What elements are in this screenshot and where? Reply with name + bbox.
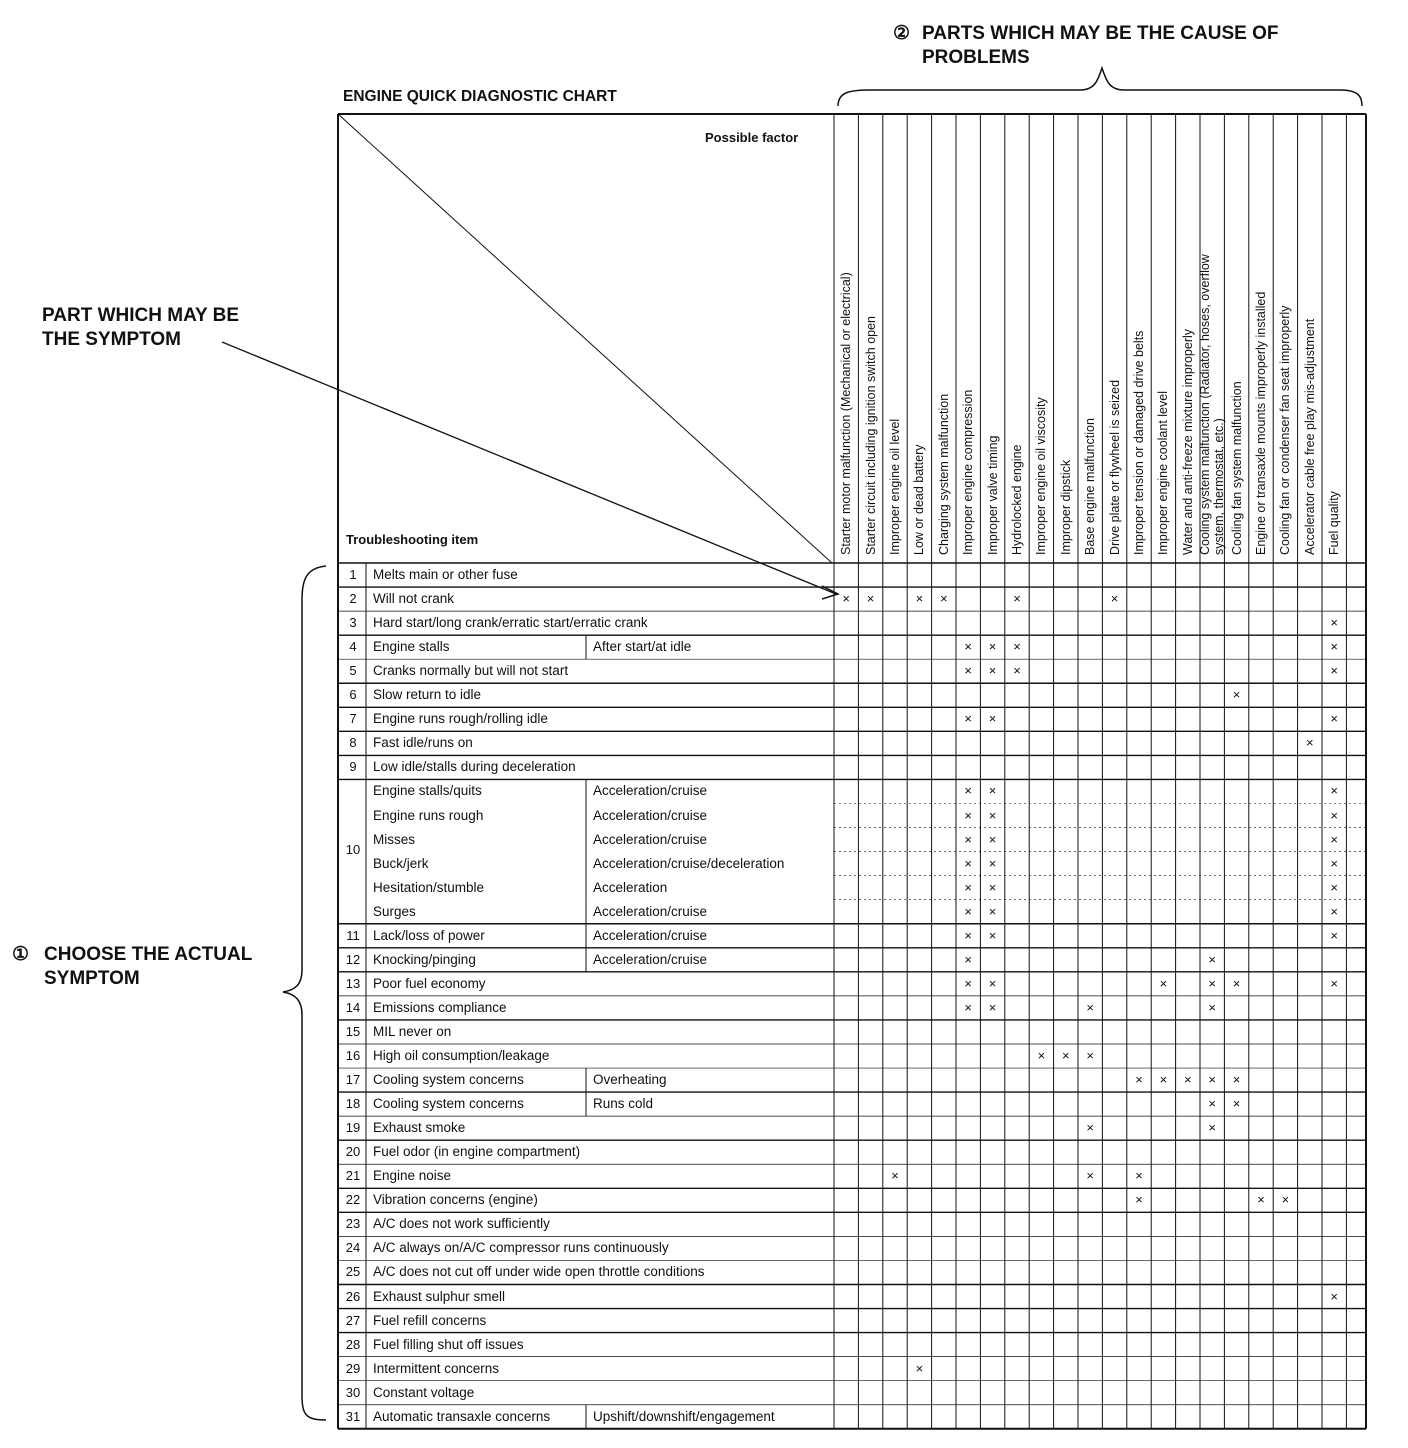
symptom-text: Constant voltage <box>373 1384 475 1400</box>
possible-factor-label: Possible factor <box>705 130 799 145</box>
cause-mark: × <box>1232 1072 1241 1088</box>
cause-mark: × <box>964 999 972 1015</box>
cause-mark: × <box>1330 663 1338 679</box>
cause-mark: × <box>1208 1072 1216 1088</box>
symptom-text: Slow return to idle <box>373 687 482 703</box>
cause-mark: × <box>1281 1192 1290 1208</box>
cause-mark: × <box>915 1360 924 1376</box>
symptom-text: Melts main or other fuse <box>373 567 518 582</box>
row-number: 9 <box>349 759 357 775</box>
factor-header: Charging system malfunction <box>936 393 951 555</box>
cause-mark: × <box>1159 975 1168 991</box>
cause-mark: × <box>940 591 948 607</box>
row-number: 30 <box>345 1384 361 1400</box>
row-number: 27 <box>345 1312 361 1328</box>
symptom-text: Vibration concerns (engine) <box>373 1192 538 1208</box>
row-number: 10 <box>345 841 361 857</box>
cause-mark: × <box>1208 999 1216 1015</box>
cause-mark: × <box>988 807 997 823</box>
symptom-text: MIL never on <box>373 1023 452 1039</box>
symptom-text: Engine stalls/quits <box>373 783 482 799</box>
factor-header: Cooling fan or condenser fan seat improperly <box>1278 305 1293 555</box>
row-number: 16 <box>345 1048 361 1063</box>
symptom-text: Engine noise <box>373 1168 452 1184</box>
symptom-text: Engine stalls <box>373 639 450 655</box>
factor-header: Improper tension or damaged drive belts <box>1132 330 1146 555</box>
factor-header: Starter motor malfunction (Mechanical or electrical) <box>839 272 854 555</box>
condition-text: Acceleration/cruise <box>593 831 708 847</box>
symptom-text: Intermittent concerns <box>373 1360 500 1376</box>
cause-mark: × <box>1013 639 1021 655</box>
symptom-text: Cranks normally but will not start <box>373 663 569 679</box>
parts-cause-number: ② <box>893 23 911 44</box>
symptom-text: Emissions compliance <box>373 999 507 1015</box>
cause-mark: × <box>988 639 997 655</box>
symptom-brace <box>283 566 326 1420</box>
factor-header: Improper engine coolant level <box>1156 391 1171 555</box>
row-number: 15 <box>345 1023 361 1039</box>
factor-header: Base engine malfunction <box>1083 418 1098 555</box>
cause-mark: × <box>964 639 972 655</box>
factor-header: Low or dead battery <box>912 444 927 555</box>
symptom-text: Hesitation/stumble <box>373 879 485 895</box>
cause-mark: × <box>915 591 924 607</box>
row-number: 1 <box>349 567 357 582</box>
row-number: 5 <box>349 663 357 679</box>
cause-mark: × <box>1208 1120 1216 1136</box>
symptom-text: Exhaust smoke <box>373 1120 466 1136</box>
row-number: 14 <box>345 999 361 1015</box>
cause-mark: × <box>1135 1168 1143 1184</box>
part-symptom-label: PART WHICH MAY BE <box>42 305 240 326</box>
cause-mark: × <box>1037 1048 1046 1063</box>
cause-mark: × <box>1330 615 1338 631</box>
symptom-text: A/C does not cut off under wide open throttle conditions <box>373 1264 705 1280</box>
symptom-pointer-line <box>222 342 836 594</box>
row-number: 18 <box>345 1096 361 1112</box>
symptom-text: Will not crank <box>373 591 455 607</box>
row-number: 13 <box>345 975 361 991</box>
cause-mark: × <box>1013 663 1021 679</box>
condition-text: Acceleration/cruise <box>593 951 708 967</box>
cause-mark: × <box>1330 1288 1338 1304</box>
row-number: 26 <box>345 1288 361 1304</box>
symptom-text: Buck/jerk <box>373 855 429 871</box>
factor-header: Improper engine oil viscosity <box>1034 397 1049 555</box>
cause-mark: × <box>1086 1120 1094 1136</box>
factor-header: Engine or transaxle mounts improperly installed <box>1254 291 1268 555</box>
cause-mark: × <box>988 711 997 727</box>
factor-header: Fuel quality <box>1327 491 1342 555</box>
symptom-text: Poor fuel economy <box>373 975 486 991</box>
cause-mark: × <box>1208 1096 1216 1112</box>
row-number: 17 <box>345 1072 361 1088</box>
cause-mark: × <box>964 807 972 823</box>
symptom-text: Low idle/stalls during deceleration <box>373 759 576 775</box>
cause-mark: × <box>866 591 875 607</box>
factor-header: Improper engine compression <box>961 389 976 555</box>
symptom-text: Misses <box>373 831 416 847</box>
factor-header: Hydrolocked engine <box>1010 444 1024 555</box>
cause-mark: × <box>1184 1072 1192 1088</box>
factor-header: Improper valve timing <box>985 435 1000 555</box>
cause-mark: × <box>1330 711 1338 727</box>
symptom-text: Automatic transaxle concerns <box>373 1408 551 1424</box>
row-number: 28 <box>345 1336 361 1352</box>
factor-header: Water and anti-freeze mixture improperly <box>1180 328 1195 555</box>
cause-mark: × <box>1232 975 1241 991</box>
cause-mark: × <box>1062 1048 1070 1063</box>
parts-cause-label-2: PROBLEMS <box>922 47 1030 68</box>
row-number: 25 <box>345 1264 361 1280</box>
factor-header: Drive plate or flywheel is seized <box>1107 379 1122 555</box>
row-number: 23 <box>345 1216 361 1232</box>
chart-title: ENGINE QUICK DIAGNOSTIC CHART <box>343 88 617 105</box>
condition-text: Runs cold <box>593 1096 654 1112</box>
condition-text: Acceleration <box>593 879 668 895</box>
choose-symptom-label: CHOOSE THE ACTUAL <box>44 944 253 965</box>
cause-mark: × <box>1086 1168 1094 1184</box>
row-number: 2 <box>349 591 357 607</box>
cause-mark: × <box>964 783 972 799</box>
choose-symptom-label-2: SYMPTOM <box>44 968 140 989</box>
row-number: 11 <box>346 927 360 943</box>
symptom-text: A/C always on/A/C compressor runs continuously <box>373 1240 669 1256</box>
cause-mark: × <box>1330 903 1338 919</box>
cause-mark: × <box>1208 975 1216 991</box>
cause-mark: × <box>1330 831 1338 847</box>
factor-header: Cooling fan system malfunction <box>1229 381 1244 555</box>
condition-text: Acceleration/cruise <box>593 783 708 799</box>
factor-header: Improper dipstick <box>1058 459 1073 555</box>
cause-mark: × <box>964 927 972 943</box>
symptom-text: Knocking/pinging <box>373 951 476 967</box>
cause-mark: × <box>842 591 850 607</box>
symptom-text: Cooling system concerns <box>373 1096 524 1112</box>
factor-header: Cooling system malfunction (Radiator, hoses, overflow system, thermostat, etc.) <box>1198 254 1227 555</box>
cause-mark: × <box>1330 783 1338 799</box>
condition-text: Acceleration/cruise <box>593 903 708 919</box>
cause-mark: × <box>1013 591 1021 607</box>
row-number: 7 <box>349 711 357 727</box>
cause-mark: × <box>964 855 972 871</box>
cause-mark: × <box>964 903 972 919</box>
condition-text: Upshift/downshift/engagement <box>593 1408 775 1424</box>
cause-mark: × <box>1330 927 1338 943</box>
row-number: 8 <box>349 735 357 751</box>
cause-mark: × <box>1159 1072 1168 1088</box>
cause-mark: × <box>964 975 972 991</box>
row-number: 12 <box>345 951 361 967</box>
parts-cause-label: PARTS WHICH MAY BE THE CAUSE OF <box>922 23 1279 44</box>
cause-mark: × <box>1330 855 1338 871</box>
cause-mark: × <box>988 999 997 1015</box>
cause-mark: × <box>964 879 972 895</box>
cause-mark: × <box>1330 807 1338 823</box>
cause-mark: × <box>988 879 997 895</box>
cause-mark: × <box>964 831 972 847</box>
symptom-text: Engine runs rough/rolling idle <box>373 711 548 727</box>
row-number: 20 <box>345 1144 361 1160</box>
symptom-text: Fast idle/runs on <box>373 735 473 751</box>
cause-mark: × <box>1110 591 1119 607</box>
parts-brace <box>838 68 1362 106</box>
row-number: 6 <box>349 687 357 703</box>
cause-mark: × <box>988 855 997 871</box>
symptom-text: Surges <box>373 903 416 919</box>
row-number: 24 <box>345 1240 361 1256</box>
condition-text: Overheating <box>593 1072 667 1088</box>
symptom-text: High oil consumption/leakage <box>373 1048 550 1063</box>
cause-mark: × <box>1135 1192 1143 1208</box>
cause-mark: × <box>1232 687 1241 703</box>
row-number: 22 <box>345 1192 361 1208</box>
symptom-text: Fuel filling shut off issues <box>373 1336 524 1352</box>
cause-mark: × <box>988 903 997 919</box>
cause-mark: × <box>1306 735 1314 751</box>
row-number: 3 <box>349 615 357 631</box>
factor-header: Improper engine oil level <box>888 418 902 555</box>
cause-mark: × <box>1086 1048 1094 1063</box>
row-number: 4 <box>349 639 357 655</box>
cause-mark: × <box>988 927 997 943</box>
cause-mark: × <box>988 663 997 679</box>
condition-text: After start/at idle <box>593 639 692 655</box>
condition-text: Acceleration/cruise/deceleration <box>593 855 785 871</box>
header-diagonal <box>338 114 832 563</box>
cause-mark: × <box>1208 951 1216 967</box>
symptom-text: Fuel refill concerns <box>373 1312 487 1328</box>
symptom-text: Lack/loss of power <box>373 927 485 943</box>
cause-mark: × <box>1135 1072 1143 1088</box>
symptom-text: Engine runs rough <box>373 807 484 823</box>
row-number: 29 <box>345 1360 361 1376</box>
symptom-text: Fuel odor (in engine compartment) <box>373 1144 581 1160</box>
cause-mark: × <box>964 663 972 679</box>
row-number: 21 <box>345 1168 361 1184</box>
choose-symptom-number: ① <box>12 944 30 965</box>
troubleshooting-item-label: Troubleshooting item <box>346 532 479 547</box>
symptom-text: Hard start/long crank/erratic start/erratic crank <box>373 615 648 631</box>
cause-mark: × <box>988 831 997 847</box>
symptom-text: Exhaust sulphur smell <box>373 1288 506 1304</box>
factor-header: Starter circuit including ignition switch open <box>863 315 878 555</box>
cause-mark: × <box>964 951 972 967</box>
cause-mark: × <box>988 975 997 991</box>
cause-mark: × <box>1232 1096 1241 1112</box>
row-number: 19 <box>345 1120 361 1136</box>
cause-mark: × <box>891 1168 899 1184</box>
cause-mark: × <box>1330 639 1338 655</box>
part-symptom-label-2: THE SYMPTOM <box>42 329 181 350</box>
factor-header: Accelerator cable free play mis-adjustment <box>1302 318 1317 555</box>
row-number: 31 <box>345 1408 361 1424</box>
cause-mark: × <box>964 711 972 727</box>
cause-mark: × <box>1086 999 1094 1015</box>
symptom-text: Cooling system concerns <box>373 1072 524 1088</box>
cause-mark: × <box>988 783 997 799</box>
cause-mark: × <box>1257 1192 1265 1208</box>
cause-mark: × <box>1330 975 1338 991</box>
cause-mark: × <box>1330 879 1338 895</box>
symptom-text: A/C does not work sufficiently <box>373 1216 550 1232</box>
condition-text: Acceleration/cruise <box>593 927 708 943</box>
condition-text: Acceleration/cruise <box>593 807 708 823</box>
